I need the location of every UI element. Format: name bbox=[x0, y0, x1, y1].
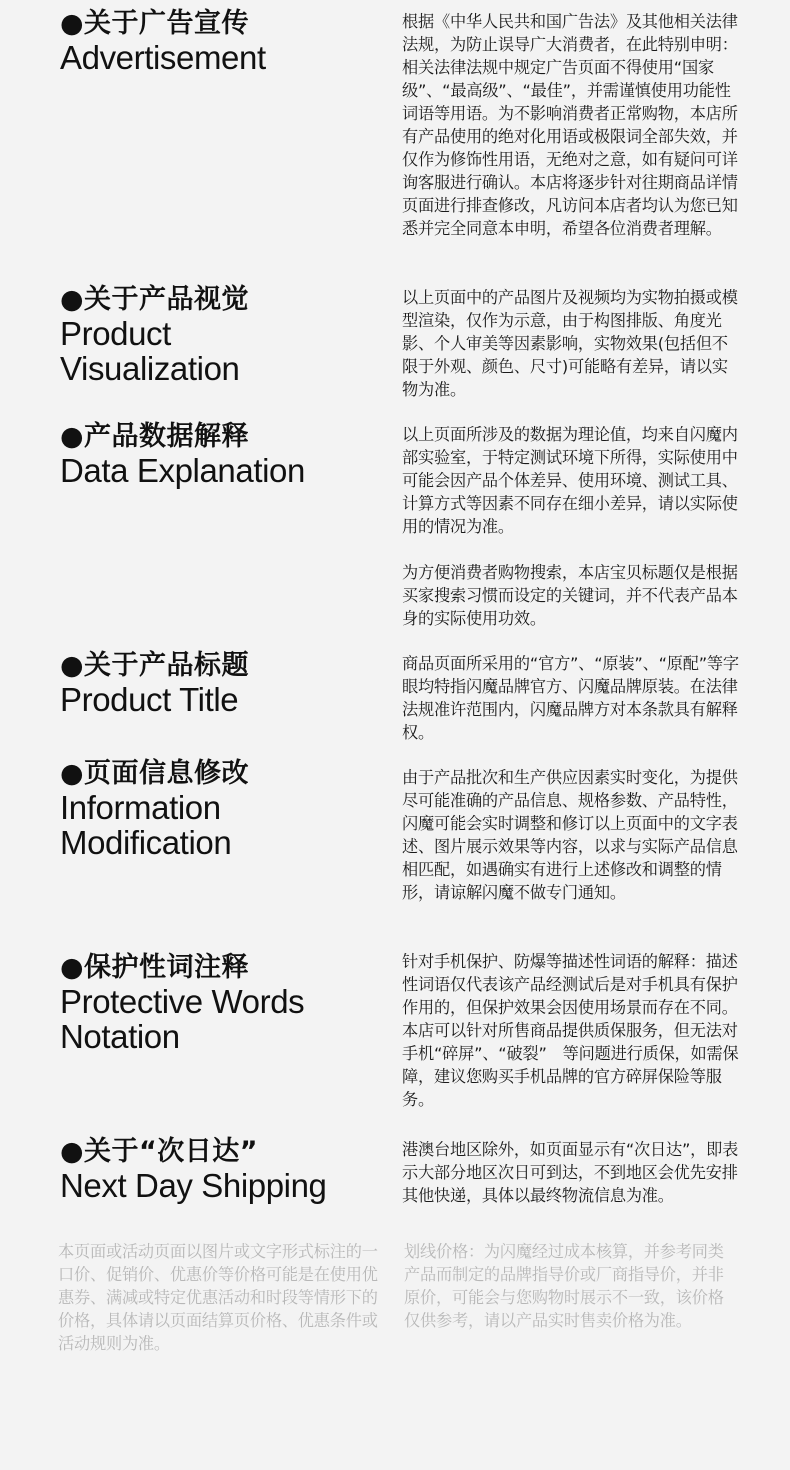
section-heading bbox=[60, 952, 390, 1054]
section-heading bbox=[60, 1136, 390, 1203]
section-title-en: Data Explanation bbox=[60, 452, 305, 489]
section-title-zh: ●保护性词注释 bbox=[60, 952, 250, 983]
section-title-zh: ●关于广告宣传 bbox=[60, 8, 250, 39]
section-paragraph: 港澳台地区除外，如页面显示有“次日达”，即表示大部分地区次日可到达，不到地区会优先安排其他快递，具体以最终物流信息为准。 bbox=[402, 1140, 739, 1205]
section-title-zh: ●关于产品标题 bbox=[60, 650, 250, 681]
section-heading bbox=[60, 421, 390, 488]
section-body bbox=[402, 766, 742, 904]
section-body bbox=[402, 10, 742, 240]
footer-price-note-right: 划线价格：为闪魔经过成本核算，并参考同类产品而制定的品牌指导价或厂商指导价，并非原价，可能会与您购物时展示不一致，该价格仅供参考，请以产品实时售卖价格为准。 bbox=[404, 1242, 724, 1330]
section-title-en: Modification bbox=[60, 824, 232, 861]
section-heading bbox=[60, 758, 390, 860]
section-title-en: Product Title bbox=[60, 681, 239, 718]
section-body bbox=[402, 423, 742, 630]
section-paragraph: 以上页面所涉及的数据为理论值，均来自闪魔内部实验室，于特定测试环境下所得，实际使用中可能会因产品个体差异、使用环境、测试工具、计算方式等因素不同存在细小差异，请以实际使用的情况为准。 bbox=[402, 425, 738, 536]
section-title-en: Information bbox=[60, 789, 221, 826]
section-title-zh: ●页面信息修改 bbox=[60, 758, 250, 789]
section-heading bbox=[60, 284, 390, 386]
section-title-zh: ●关于产品视觉 bbox=[60, 284, 250, 315]
section-paragraph: 商品页面所采用的“官方”、“原装”、“原配”等字眼均特指闪魔品牌官方、闪魔品牌原装。在法律法规准许范围内，闪魔品牌方对本条款具有解释权。 bbox=[402, 654, 739, 742]
section-title-en: Notation bbox=[60, 1018, 180, 1055]
section-paragraph: 以上页面中的产品图片及视频均为实物拍摄或模型渲染，仅作为示意，由于构图排版、角度光影、个人审美等因素影响，实物效果(包括但不限于外观、颜色、尺寸)可能略有差异，请以实物为准。 bbox=[402, 288, 738, 399]
section-heading bbox=[60, 650, 390, 717]
section-body bbox=[402, 1138, 742, 1207]
section-title-en: Product bbox=[60, 315, 171, 352]
section-title-en: Next Day Shipping bbox=[60, 1167, 327, 1204]
section-body bbox=[402, 286, 742, 401]
section-title-en: Protective Words bbox=[60, 983, 305, 1020]
section-title-zh: ●关于“次日达” bbox=[60, 1136, 259, 1167]
section-paragraph: 为方便消费者购物搜索，本店宝贝标题仅是根据买家搜索习惯而设定的关键词，并不代表产品本身的实际使用功效。 bbox=[402, 563, 738, 628]
section-body bbox=[402, 950, 742, 1111]
footer-price-note-left: 本页面或活动页面以图片或文字形式标注的一口价、促销价、优惠价等价格可能是在使用优惠券、满减或特定优惠活动和时段等情形下的价格，具体请以页面结算页价格、优惠条件或活动规则为准。 bbox=[58, 1242, 378, 1353]
section-body bbox=[402, 652, 742, 744]
section-heading bbox=[60, 8, 390, 75]
section-paragraph: 针对手机保护、防爆等描述性词语的解释：描述性词语仅代表该产品经测试后是对手机具有保护作用的，但保护效果会因使用场景而存在不同。本店可以针对所售商品提供质保服务，但无法对手机“碎屏”、“破裂” 等问题进行质保，如需保障，建议您购买手机品牌的官方碎屏保险等服务。 bbox=[402, 952, 739, 1109]
section-title-zh: ●产品数据解释 bbox=[60, 421, 250, 452]
section-paragraph: 根据《中华人民共和国广告法》及其他相关法律法规，为防止误导广大消费者，在此特别申明：相关法律法规中规定广告页面不得使用“国家级”、“最高级”、“最佳”，并需谨慎使用功能性词语等用语。为不影响消费者正常购物，本店所有产品使用的绝对化用语或极限词全部失效，并仅作为修饰性用语，无绝对之意，如有疑问可详询客服进行确认。本店将逐步针对往期商品详情页面进行排查修改，凡访问本店者均认为您已知悉并完全同意本申明，希望各位消费者理解。 bbox=[402, 12, 738, 238]
section-paragraph: 由于产品批次和生产供应因素实时变化，为提供尽可能准确的产品信息、规格参数、产品特性，闪魔可能会实时调整和修订以上页面中的文字表述、图片展示效果等内容，以求与实际产品信息相匹配，如遇确实有进行上述修改和调整的情形，请谅解闪魔不做专门通知。 bbox=[402, 768, 738, 902]
section-title-en: Advertisement bbox=[60, 39, 266, 76]
section-title-en: Visualization bbox=[60, 350, 240, 387]
